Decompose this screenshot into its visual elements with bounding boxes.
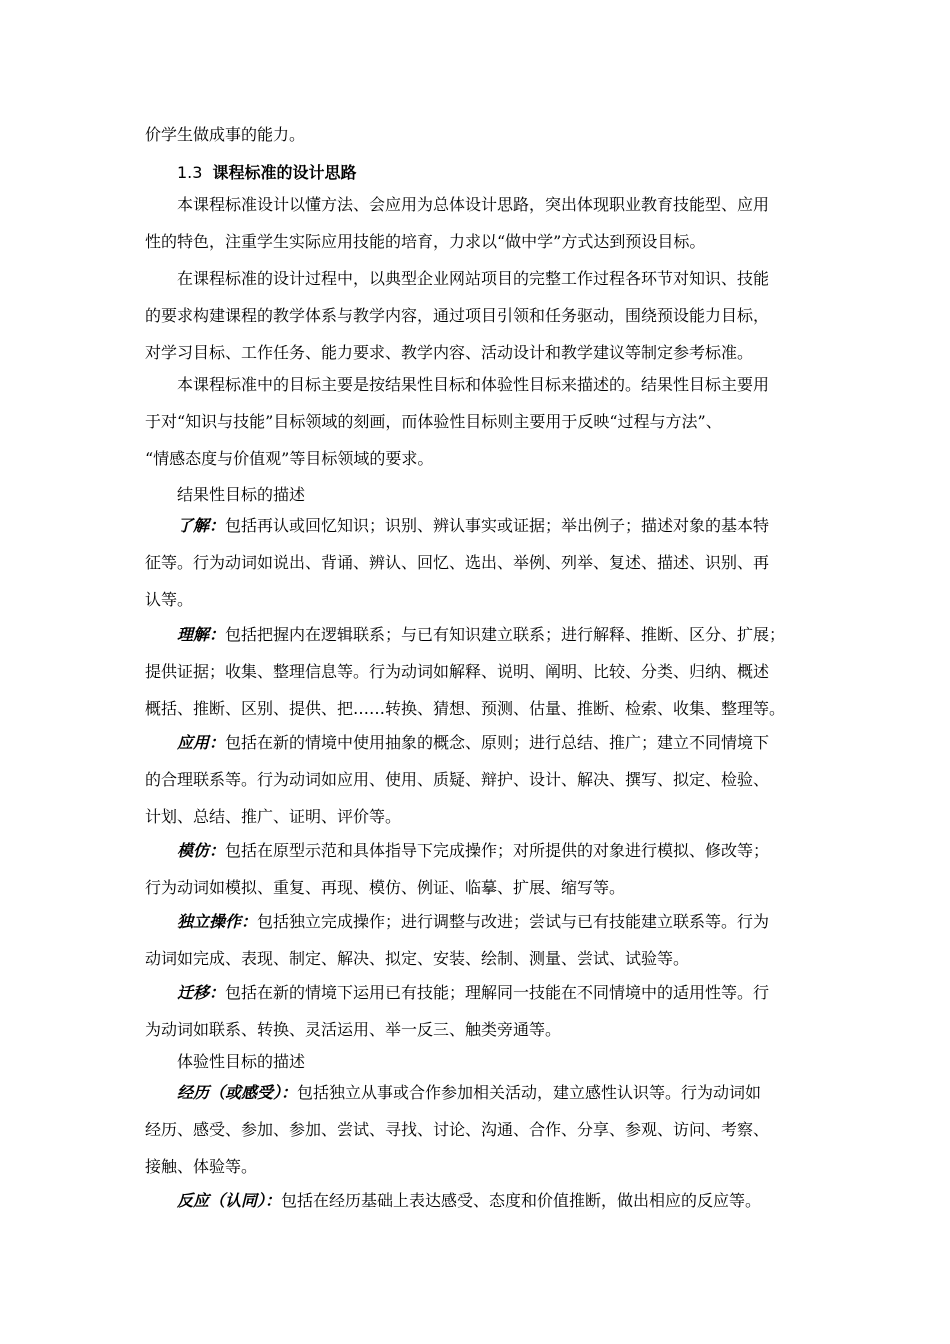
- term-line: 征等。行为动词如说出、背诵、辨认、回忆、选出、举例、列举、复述、描述、识别、再: [145, 553, 770, 572]
- section-title: 课程标准的设计思路: [212, 163, 357, 182]
- term-text: 包括在新的情境下运用已有技能；理解同一技能在不同情境中的适用性等。行: [225, 983, 770, 1002]
- section-number: 1.3: [177, 163, 203, 182]
- term-entry: [177, 1083, 810, 1103]
- term-entry: [177, 733, 810, 753]
- term-entry: [177, 912, 810, 932]
- term-label: 迁移：: [177, 983, 226, 1002]
- paragraph-line: 在课程标准的设计过程中，以典型企业网站项目的完整工作过程各环节对知识、技能: [177, 269, 770, 288]
- term-line: 认等。: [145, 590, 194, 609]
- term-text: 包括再认或回忆知识；识别、辨认事实或证据；举出例子；描述对象的基本特: [225, 516, 770, 535]
- paragraph-line: 于对“知识与技能”目标领域的刻画，而体验性目标则主要用于反映“过程与方法”、: [145, 412, 722, 431]
- subsection-heading: 结果性目标的描述: [177, 485, 306, 504]
- term-entry: [177, 516, 810, 536]
- term-line: 行为动词如模拟、重复、再现、模仿、例证、临摹、扩展、缩写等。: [145, 878, 626, 897]
- paragraph-line: 的要求构建课程的教学体系与教学内容，通过项目引领和任务驱动，围绕预设能力目标，: [145, 306, 770, 325]
- term-text: 包括独立从事或合作参加相关活动，建立感性认识等。行为动词如: [297, 1083, 762, 1102]
- term-line: 的合理联系等。行为动词如应用、使用、质疑、辩护、设计、解决、撰写、拟定、检验、: [145, 770, 770, 789]
- term-text: 包括在新的情境中使用抽象的概念、原则；进行总结、推广；建立不同情境下: [225, 733, 770, 752]
- term-text: 包括独立完成操作；进行调整与改进；尝试与已有技能建立联系等。行为: [257, 912, 770, 931]
- paragraph-line: 本课程标准中的目标主要是按结果性目标和体验性目标来描述的。结果性目标主要用: [177, 375, 770, 394]
- term-text: 包括把握内在逻辑联系；与已有知识建立联系；进行解释、推断、区分、扩展；: [225, 625, 786, 644]
- term-line: 为动词如联系、转换、灵活运用、举一反三、触类旁通等。: [145, 1020, 562, 1039]
- term-entry: [177, 983, 810, 1003]
- paragraph-line: 对学习目标、工作任务、能力要求、教学内容、活动设计和教学建议等制定参考标准。: [145, 343, 754, 362]
- term-line: 提供证据；收集、整理信息等。行为动词如解释、说明、阐明、比较、分类、归纳、概述: [145, 662, 770, 681]
- section-heading: [177, 163, 810, 183]
- term-line: 计划、总结、推广、证明、评价等。: [145, 807, 402, 826]
- subsection-heading: 体验性目标的描述: [177, 1052, 306, 1071]
- term-label: 反应（认同）：: [177, 1191, 282, 1210]
- term-entry: [177, 1191, 810, 1211]
- term-label: 经历（或感受）：: [177, 1083, 298, 1102]
- paragraph-line: 性的特色，注重学生实际应用技能的培育，力求以“做中学”方式达到预设目标。: [145, 232, 706, 251]
- term-entry: [177, 841, 810, 861]
- term-label: 理解：: [177, 625, 226, 644]
- term-line: 经历、感受、参加、参加、尝试、寻找、讨论、沟通、合作、分享、参观、访问、考察、: [145, 1120, 770, 1139]
- term-line: 动词如完成、表现、制定、解决、拟定、安装、绘制、测量、尝试、试验等。: [145, 949, 690, 968]
- paragraph-line: 本课程标准设计以懂方法、会应用为总体设计思路，突出体现职业教育技能型、应用: [177, 195, 770, 214]
- term-label: 模仿：: [177, 841, 226, 860]
- term-label: 独立操作：: [177, 912, 258, 931]
- term-line: 接触、体验等。: [145, 1157, 258, 1176]
- term-line: 概括、推断、区别、提供、把……转换、猜想、预测、估量、推断、检索、收集、整理等。: [145, 699, 786, 718]
- term-entry: [177, 625, 810, 645]
- term-text: 包括在经历基础上表达感受、态度和价值推断，做出相应的反应等。: [281, 1191, 762, 1210]
- term-label: 了解：: [177, 516, 226, 535]
- term-label: 应用：: [177, 733, 226, 752]
- term-text: 包括在原型示范和具体指导下完成操作；对所提供的对象进行模拟、修改等；: [225, 841, 770, 860]
- paragraph-continuation: 价学生做成事的能力。: [145, 125, 306, 144]
- paragraph-line: “情感态度与价值观”等目标领域的要求。: [145, 449, 434, 468]
